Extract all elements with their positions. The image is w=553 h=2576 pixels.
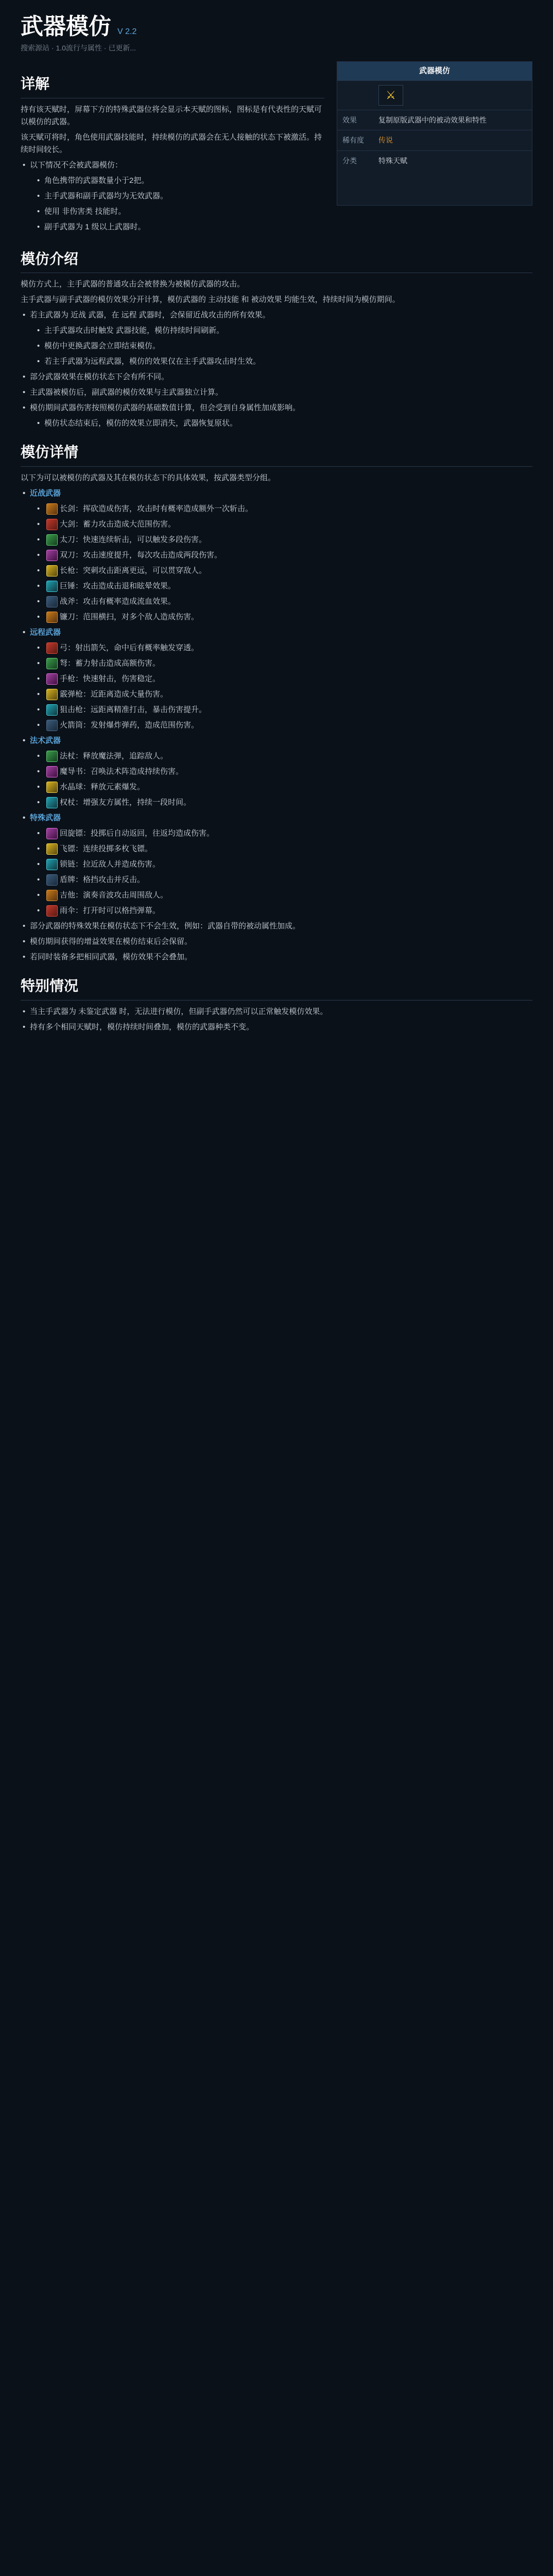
title-text: 武器模仿 (21, 14, 111, 39)
intro-paragraph-1: 持有该天赋时，屏幕下方的特殊武器位将会显示本天赋的图标，图标是有代表性的天赋可以模仿的武器。 (21, 105, 322, 126)
weapon-icon (46, 766, 58, 777)
infobox-key: 稀有度 (342, 136, 364, 145)
intro-paragraph-2: 该天赋可将时，角色使用武器技能时，持续模仿的武器会在无人接触的状态下被激活。持续时间较长。 (21, 132, 322, 154)
weapon-entry (35, 766, 532, 778)
weapon-icon (46, 859, 58, 870)
weapon-entry-text: 吉他：演奏音波攻击周围敌人。 (60, 891, 168, 900)
infobox-key: 效果 (342, 115, 357, 124)
weapon-entry (35, 796, 532, 809)
weapon-entry (35, 657, 532, 670)
weapon-entry-text: 双刀：攻击速度提升，每次攻击造成两段伤害。 (60, 551, 222, 560)
mech-bullet: • 模仿期间武器伤害按照模仿武器的基础数值计算，但会受到自身属性加成影响。 (21, 402, 532, 414)
weapon-entry-text: 巨锤：攻击造成击退和眩晕效果。 (60, 582, 176, 591)
weapon-icon (46, 828, 58, 839)
weapon-entry-text: 弓：射出箭矢，命中后有概率触发穿透。 (60, 643, 199, 653)
weapon-entry (35, 750, 532, 762)
weapon-entry (35, 611, 532, 623)
special-bullet: • 当主手武器为 未鉴定武器 时，无法进行模仿，但副手武器仍然可以正常触发模仿效果。 (21, 1006, 532, 1018)
mech-bullet: • 若主手武器为远程武器，模仿的效果仅在主手武器攻击时生效。 (35, 355, 532, 368)
weapon-entry (35, 503, 532, 515)
weapon-icon (46, 581, 58, 592)
weapon-entry (35, 518, 532, 531)
weapon-entry-text: 长枪：突刺攻击距离更远，可以贯穿敌人。 (60, 566, 207, 575)
weapon-icon (46, 782, 58, 793)
weapon-entry (35, 781, 532, 793)
weapon-entry (35, 719, 532, 732)
weapon-entry-text: 法杖：释放魔法弹，追踪敌人。 (60, 752, 168, 761)
mech-bullet: • 主武器被模仿后，副武器的模仿效果与主武器独立计算。 (21, 386, 532, 399)
infobox-key: 分类 (342, 156, 357, 165)
weapon-entry-text: 权杖：增强友方属性，持续一段时间。 (60, 798, 192, 807)
infobox-value: 传说 (378, 136, 393, 145)
weapon-entry (35, 827, 532, 840)
weapon-entry-text: 盾牌：格挡攻击并反击。 (60, 875, 145, 885)
intro-bullet: • 主手武器和副手武器均为无效武器。 (35, 190, 324, 202)
infobox-title: 武器模仿 (337, 62, 532, 80)
top-row (21, 61, 532, 236)
weapon-entry-text: 镰刀：范围横扫，对多个敌人造成伤害。 (60, 613, 199, 622)
weapon-icon (46, 565, 58, 577)
mech-bullet: • 若主武器为 近战 武器，在 远程 武器时，会保留近战攻击的所有效果。 (21, 309, 532, 321)
weapon-entry (35, 565, 532, 577)
weapon-icon (46, 905, 58, 917)
weapon-entry-text: 战斧：攻击有概率造成流血效果。 (60, 597, 176, 606)
weapon-entry (35, 905, 532, 917)
mech-paragraph-2: 主手武器与副手武器的模仿效果分开计算，模仿武器的 主动技能 和 被动效果 均能生效，持续时间为模仿期间。 (21, 295, 400, 304)
weapon-entry-text: 魔导书：召唤法术阵造成持续伤害。 (60, 767, 184, 776)
weapon-icon (46, 534, 58, 546)
intro-bullet: • 角色携带的武器数量小于2把。 (35, 175, 324, 187)
section-heading-mechanics: 模仿介绍 (21, 248, 532, 274)
weapon-entry-text: 雨伞：打开时可以格挡弹幕。 (60, 906, 161, 916)
note-bullet: • 部分武器的特殊效果在模仿状态下不会生效，例如：武器自带的被动属性加成。 (21, 920, 532, 933)
weapon-entry-text: 大剑：蓄力攻击造成大范围伤害。 (60, 520, 176, 529)
weapon-entry (35, 534, 532, 546)
weapon-entry (35, 874, 532, 886)
section-heading-detail: 详解 (21, 73, 324, 98)
special-bullet: • 持有多个相同天赋时，模仿持续时间叠加，模仿的武器种类不变。 (21, 1021, 532, 1033)
weapon-icon (46, 596, 58, 607)
mech-bullet: • 模仿中更换武器会立即结束模仿。 (35, 340, 532, 352)
weapon-group-heading: • 特殊武器 (21, 812, 532, 824)
weapon-icon (46, 751, 58, 762)
section-heading-special: 特别情况 (21, 975, 532, 1001)
weapon-icon (46, 720, 58, 731)
weapon-entry (35, 642, 532, 654)
weapon-icon (46, 704, 58, 716)
infobox-icon-cell (373, 81, 532, 110)
weapon-entry (35, 889, 532, 902)
mech-paragraph-1: 模仿方式上，主手武器的普通攻击会被替换为被模仿武器的攻击。 (21, 280, 245, 289)
weapon-entry-text: 手枪：快速射击，伤害稳定。 (60, 674, 161, 684)
weapon-icon (46, 658, 58, 669)
weapon-icon (46, 612, 58, 623)
weapon-entry (35, 704, 532, 716)
weapon-entry-text: 太刀：快速连续斩击，可以触发多段伤害。 (60, 535, 207, 545)
weapon-entry-text: 回旋镖：投掷后自动返回，往返均造成伤害。 (60, 829, 215, 838)
weapon-entry (35, 580, 532, 592)
intro-bullet: • 使用 非伤害类 技能时。 (35, 206, 324, 218)
weapon-group-heading: • 远程武器 (21, 626, 532, 639)
intro-section (21, 61, 324, 236)
weapon-icon (46, 890, 58, 901)
version-label: V 2.2 (117, 27, 137, 36)
infobox-value: 特殊天赋 (378, 156, 407, 165)
page-title (21, 14, 532, 39)
weapon-entry-text: 飞镖：连续投掷多枚飞镖。 (60, 844, 153, 854)
list-intro: 以下为可以被模仿的武器及其在模仿状态下的具体效果，按武器类型分组。 (21, 473, 276, 483)
weapon-entry (35, 843, 532, 855)
weapon-icon (46, 797, 58, 808)
weapon-entry-text: 长剑：挥砍造成伤害，攻击时有概率造成额外一次斩击。 (60, 504, 253, 514)
weapon-icon (46, 843, 58, 855)
weapon-icon (46, 503, 58, 515)
weapon-entry-text: 水晶球：释放元素爆发。 (60, 783, 145, 792)
infobox-value: 复制原版武器中的被动效果和特性 (378, 115, 487, 124)
infobox-row (337, 110, 532, 130)
weapon-groups (21, 487, 532, 917)
weapon-entry-text: 弩：蓄力射击造成高额伤害。 (60, 659, 161, 668)
weapon-icon (46, 689, 58, 700)
weapon-group-heading: • 法术武器 (21, 735, 532, 747)
mech-bullet: • 主手武器攻击时触发 武器技能，模仿持续时间刷新。 (35, 325, 532, 337)
weapon-icon (46, 673, 58, 685)
infobox (337, 61, 532, 206)
weapon-icon (46, 874, 58, 886)
weapon-entry (35, 858, 532, 871)
infobox-row (337, 130, 532, 150)
infobox-row (337, 80, 532, 110)
note-bullet: • 若同时装备多把相同武器，模仿效果不会叠加。 (21, 951, 532, 963)
page-root (0, 0, 553, 1047)
breadcrumb-text: 搜索源站 · 1.0流行与属性 · 已更新... (21, 44, 136, 53)
breadcrumb (21, 42, 532, 54)
weapon-entry (35, 596, 532, 608)
weapon-entry (35, 673, 532, 685)
note-bullet: • 模仿期间获得的增益效果在模仿结束后会保留。 (21, 936, 532, 948)
infobox-key (337, 81, 373, 110)
weapon-icon (46, 519, 58, 530)
weapon-icon (46, 550, 58, 561)
mech-bullet: • 模仿状态结束后，模仿的效果立即消失，武器恢复原状。 (35, 417, 532, 430)
weapon-entry-text: 火箭筒：发射爆炸弹药，造成范围伤害。 (60, 721, 199, 730)
weapon-entry-text: 狙击枪：远距离精准打击，暴击伤害提升。 (60, 705, 207, 715)
weapon-group-heading: • 近战武器 (21, 487, 532, 500)
weapon-entry (35, 549, 532, 562)
mech-bullet: • 部分武器效果在模仿状态下会有所不同。 (21, 371, 532, 383)
intro-bullet: • 以下情况不会被武器模仿： (21, 159, 324, 172)
infobox-row (337, 150, 532, 171)
weapon-mimic-icon: ⚔ (378, 85, 403, 106)
weapon-icon (46, 642, 58, 654)
section-heading-list: 模仿详情 (21, 441, 532, 467)
weapon-entry-text: 锁链：拉近敌人并造成伤害。 (60, 860, 161, 869)
weapon-entry (35, 688, 532, 701)
intro-bullet: • 副手武器为 1 级以上武器时。 (35, 221, 324, 233)
weapon-entry-text: 霰弹枪：近距离造成大量伤害。 (60, 690, 168, 699)
